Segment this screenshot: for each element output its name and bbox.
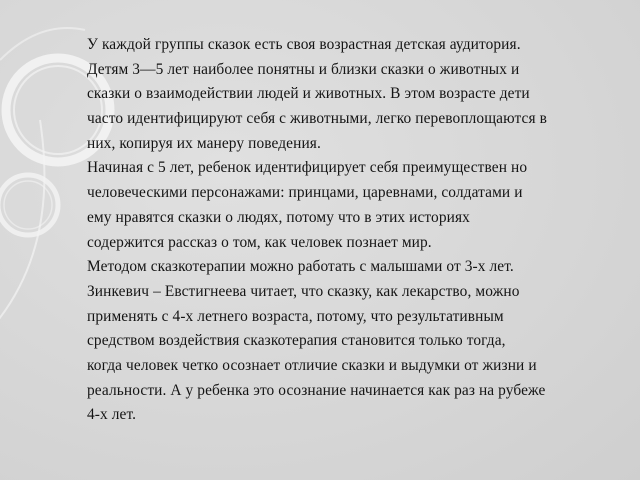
small-ring-inner (4, 181, 52, 229)
text-line: когда человек четко осознает отличие сказки и выдумки от жизни и (87, 356, 537, 374)
slide-body-text (87, 33, 607, 428)
text-line: ему нравятся сказки о людях, потому что в этих историях (87, 208, 470, 226)
text-line: средством воздействия сказкотерапия становится только тогда, (87, 332, 506, 350)
text-line: 4-х лет. (87, 406, 137, 424)
text-line: Зинкевич – Евстигнеева читает, что сказку, как лекарство, можно (87, 282, 520, 300)
text-line: сказки о взаимодействии людей и животных. В этом возрасте дети (87, 85, 530, 103)
text-line: Методом сказкотерапии можно работать с малышами от 3-х лет. (87, 258, 514, 276)
text-line: применять с 4-х летнего возраста, потому, что результативным (87, 307, 504, 325)
small-ring (0, 175, 58, 235)
text-line: Детям 3—5 лет наиболее понятны и близки сказки о животных и (87, 60, 520, 78)
text-line: У каждой группы сказок есть своя возрастная детская аудитория. (87, 36, 521, 53)
text-line: реальности. А у ребенка это осознание начинается как раз на рубеже (87, 381, 546, 399)
text-line: человеческими персонажами: принцами, царевнами, солдатами и (87, 184, 523, 202)
text-line: Начиная с 5 лет, ребенок идентифицирует себя преимуществен но (87, 159, 528, 177)
arc-swoop (0, 120, 44, 330)
text-line: содержится рассказ о том, как человек познает мир. (87, 233, 432, 251)
text-line: часто идентифицируют себя с животными, легко перевоплощаются в (87, 110, 547, 128)
arc-swoop-2 (0, 28, 85, 60)
text-line: них, копируя их манеру поведения. (87, 134, 321, 152)
